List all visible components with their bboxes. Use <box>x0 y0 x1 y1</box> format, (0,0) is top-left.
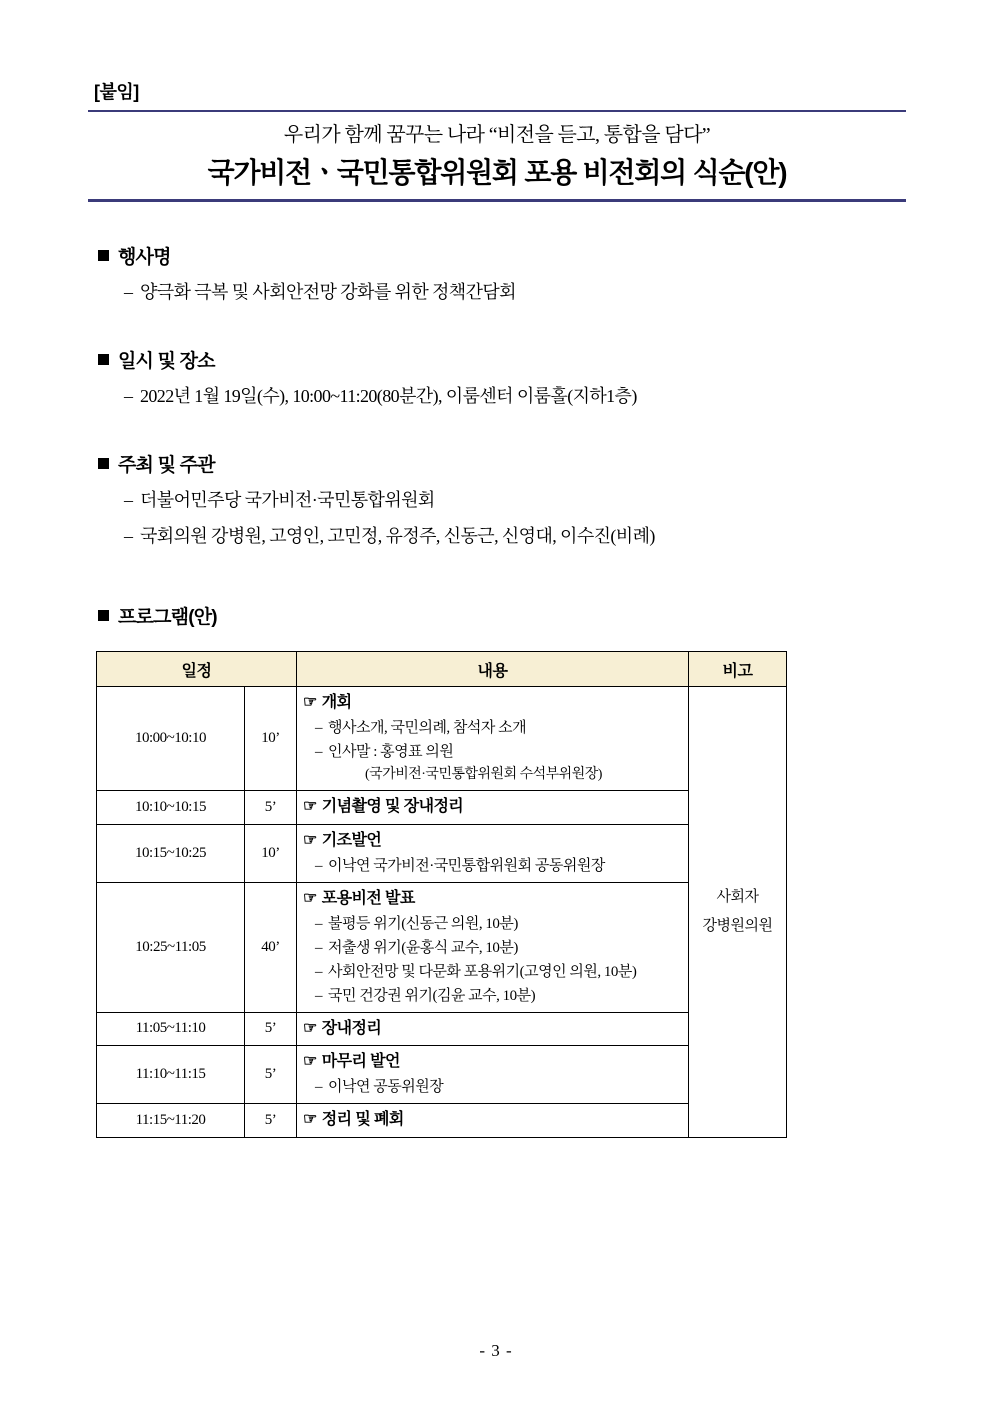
pointer-icon: ☞ <box>303 831 317 849</box>
content-indent-note: (국가비전·국민통합위원회 수석부위원장) <box>365 766 602 782</box>
cell-duration: 5’ <box>245 791 297 825</box>
content-sub-text: 사회안전망 및 다문화 포용위기(고영인 의원, 10분) <box>328 963 637 980</box>
content-sub <box>303 740 682 764</box>
column-header-schedule: 일정 <box>97 652 297 687</box>
dash-bullet-icon: – <box>124 490 133 510</box>
cell-duration: 5’ <box>245 1046 297 1104</box>
content-title <box>303 1050 682 1075</box>
dash-bullet-icon: – <box>315 987 323 1004</box>
table-row <box>97 824 787 882</box>
cell-content <box>297 1046 689 1104</box>
content-title <box>303 795 682 820</box>
section-heading-label: 프로그램(안) <box>118 607 217 628</box>
content-title-text: 기념촬영 및 장내정리 <box>321 798 464 816</box>
section-heading-label: 주최 및 주관 <box>118 455 215 476</box>
section-heading-label: 행사명 <box>118 247 171 268</box>
program-table <box>96 651 787 1138</box>
cell-time: 10:00~10:10 <box>97 687 245 791</box>
content-sub-text: 이낙연 공동위원장 <box>328 1079 444 1096</box>
content-title <box>303 1017 682 1042</box>
content-title <box>303 829 682 854</box>
section-event-name <box>88 242 906 306</box>
square-bullet-icon <box>98 610 109 621</box>
dash-bullet-icon: – <box>315 915 323 932</box>
cell-content <box>297 687 689 791</box>
table-row <box>97 791 787 825</box>
content-sub-text: 저출생 위기(윤홍식 교수, 10분) <box>328 939 518 956</box>
square-bullet-icon <box>98 250 109 261</box>
content-sub <box>303 936 682 960</box>
cell-time: 11:10~11:15 <box>97 1046 245 1104</box>
dash-bullet-icon: – <box>124 526 133 546</box>
content-sub <box>303 1075 682 1099</box>
remark-line-2: 강병원의원 <box>702 917 773 934</box>
cell-duration: 40’ <box>245 882 297 1012</box>
column-header-remark: 비고 <box>689 652 787 687</box>
section-datetime-venue <box>88 346 906 410</box>
section-heading-label: 일시 및 장소 <box>118 351 215 372</box>
pointer-icon: ☞ <box>303 1111 317 1129</box>
content-title <box>303 1108 682 1133</box>
content-sub <box>303 854 682 878</box>
pointer-icon: ☞ <box>303 889 317 907</box>
cell-time: 11:15~11:20 <box>97 1104 245 1138</box>
dash-bullet-icon: – <box>315 857 323 874</box>
pointer-icon: ☞ <box>303 694 317 711</box>
table-row <box>97 1046 787 1104</box>
content-title-text: 기조발언 <box>321 831 382 849</box>
cell-time: 11:05~11:10 <box>97 1012 245 1046</box>
section-line <box>124 279 906 306</box>
dash-bullet-icon: – <box>124 386 133 406</box>
dash-bullet-icon: – <box>315 1079 323 1096</box>
table-row <box>97 882 787 1012</box>
square-bullet-icon <box>98 458 109 469</box>
section-program <box>88 602 906 629</box>
section-line-text: 양극화 극복 및 사회안전망 강화를 위한 정책간담회 <box>140 282 516 302</box>
content-title <box>303 691 682 716</box>
content-title <box>303 887 682 912</box>
cell-duration: 10’ <box>245 687 297 791</box>
section-line-text: 국회의원 강병원, 고영인, 고민정, 유정주, 신동근, 신영대, 이수진(비례) <box>140 526 655 546</box>
dash-bullet-icon: – <box>315 963 323 980</box>
section-line-text: 2022년 1월 19일(수), 10:00~11:20(80분간), 이룸센터 이룸홀(지하1층) <box>140 386 637 406</box>
content-sub <box>303 984 682 1008</box>
section-line <box>124 487 906 514</box>
cell-content <box>297 882 689 1012</box>
cell-content <box>297 824 689 882</box>
content-sub-text: 국민 건강권 위기(김윤 교수, 10분) <box>328 987 536 1004</box>
title-block <box>88 110 906 202</box>
square-bullet-icon <box>98 354 109 365</box>
content-sub-text: 이낙연 국가비전·국민통합위원회 공동위원장 <box>328 857 605 874</box>
table-row <box>97 687 787 791</box>
dash-bullet-icon: – <box>315 719 323 736</box>
content-title-text: 포용비전 발표 <box>321 889 415 907</box>
content-sub <box>303 960 682 984</box>
pointer-icon: ☞ <box>303 1053 317 1071</box>
table-row <box>97 1104 787 1138</box>
content-title-text: 마무리 발언 <box>321 1053 400 1071</box>
content-sub-text: 불평등 위기(신동근 의원, 10분) <box>328 915 518 932</box>
pointer-icon: ☞ <box>303 1019 317 1037</box>
section-heading <box>98 242 906 269</box>
cell-duration: 5’ <box>245 1012 297 1046</box>
column-header-content: 내용 <box>297 652 689 687</box>
cell-content <box>297 1104 689 1138</box>
attachment-label: [붙임] <box>94 82 139 102</box>
section-line <box>124 383 906 410</box>
section-host-organizer <box>88 450 906 550</box>
cell-content <box>297 1012 689 1046</box>
content-sub <box>303 912 682 936</box>
section-heading <box>98 346 906 373</box>
page-number: - 3 - <box>479 1341 513 1360</box>
cell-content <box>297 791 689 825</box>
document-subtitle: 우리가 함께 꿈꾸는 나라 “비전을 듣고, 통합을 담다” <box>283 124 711 146</box>
cell-duration: 5’ <box>245 1104 297 1138</box>
cell-time: 10:15~10:25 <box>97 824 245 882</box>
dash-bullet-icon: – <box>124 282 133 302</box>
section-line-text: 더불어민주당 국가비전·국민통합위원회 <box>140 490 435 510</box>
content-title-text: 장내정리 <box>321 1019 382 1037</box>
dash-bullet-icon: – <box>315 939 323 956</box>
pointer-icon: ☞ <box>303 798 317 816</box>
section-heading <box>98 602 906 629</box>
table-header-row <box>97 652 787 687</box>
table-row <box>97 1012 787 1046</box>
page-title: 국가비전ㆍ국민통합위원회 포용 비전회의 식순(안) <box>207 157 787 188</box>
content-title-text: 개회 <box>321 694 352 711</box>
section-heading <box>98 450 906 477</box>
content-sub-text: 행사소개, 국민의례, 참석자 소개 <box>328 719 527 736</box>
cell-remark <box>689 687 787 1138</box>
dash-bullet-icon: – <box>315 743 323 760</box>
cell-duration: 10’ <box>245 824 297 882</box>
cell-time: 10:10~10:15 <box>97 791 245 825</box>
section-line <box>124 523 906 550</box>
remark-line-1: 사회자 <box>716 889 759 906</box>
cell-time: 10:25~11:05 <box>97 882 245 1012</box>
content-title-text: 정리 및 폐회 <box>321 1111 404 1129</box>
content-sub-text: 인사말 : 홍영표 의원 <box>328 743 454 760</box>
content-sub <box>303 716 682 740</box>
